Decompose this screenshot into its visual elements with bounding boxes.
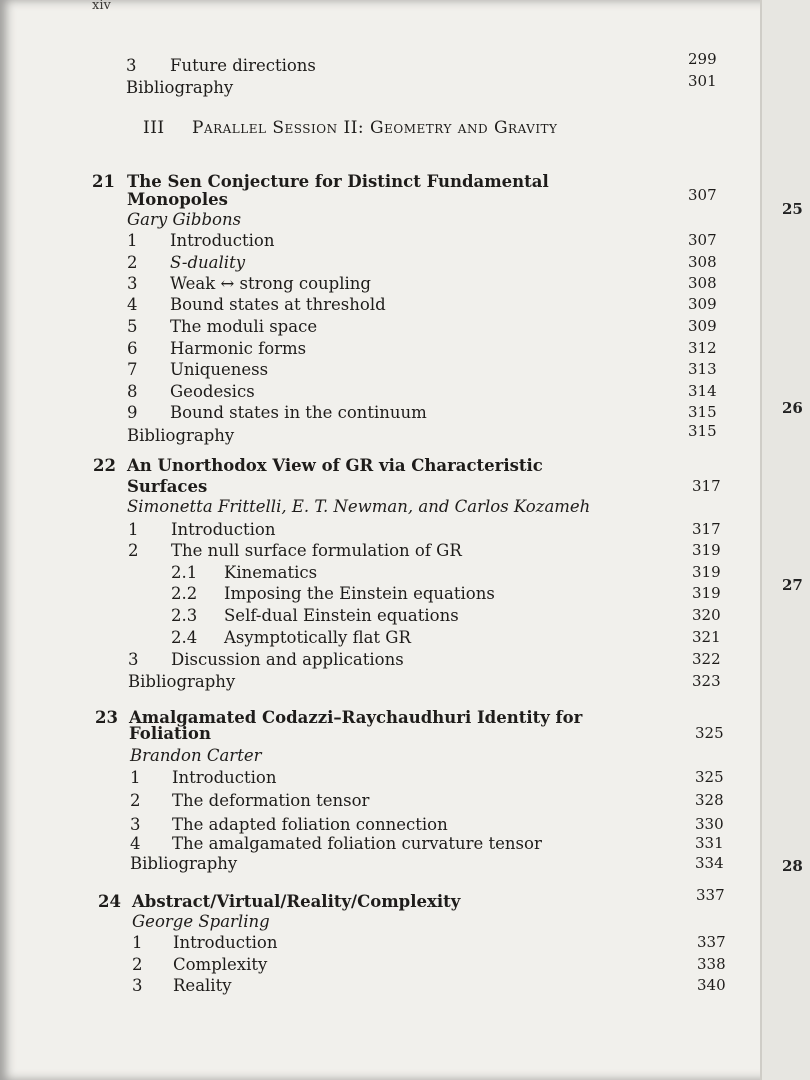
entry-title: Future directions	[170, 56, 316, 75]
chapter-number: 21	[92, 172, 115, 191]
chapter-title-line: Amalgamated Codazzi–Raychaudhuri Identity for	[129, 708, 583, 727]
entry-page: 299	[688, 50, 717, 68]
chapter-page: 325	[695, 724, 724, 742]
chapter-author: Gary Gibbons	[127, 210, 242, 229]
toc-entry	[0, 50, 730, 78]
toc-entry: Bibliography 323	[128, 672, 721, 691]
toc-entry: 9 Bound states in the continuum 315	[127, 403, 717, 422]
toc-entry: 1 Introduction 307	[127, 231, 717, 250]
facing-page-number: 26	[782, 399, 803, 417]
entry-number: 3	[126, 56, 137, 75]
page-label: xiv	[92, 0, 111, 13]
chapter-page: 307	[688, 186, 717, 204]
toc-entry: 2 The null surface formulation of GR 319	[128, 541, 721, 560]
facing-page-number: 25	[782, 200, 803, 218]
chapter-page: 337	[696, 886, 725, 904]
toc-entry: 6 Harmonic forms 312	[127, 339, 717, 358]
chapter-author: George Sparling	[132, 912, 270, 931]
toc-subentry: 2.2 Imposing the Einstein equations 319	[171, 584, 721, 603]
facing-page-number: 27	[782, 576, 803, 594]
toc-entry: 2 Complexity 338	[132, 955, 726, 974]
toc-entry: 2 The deformation tensor 328	[130, 791, 724, 810]
toc-entry: 3 The adapted foliation connection 330	[130, 815, 724, 834]
facing-page-edge	[760, 0, 810, 1080]
chapter-heading	[0, 456, 730, 478]
chapter-title-line: Monopoles	[127, 190, 228, 209]
toc-entry: 1 Introduction 325	[130, 768, 724, 787]
toc-entry: 1 Introduction 317	[128, 520, 721, 539]
toc-entry: 2 S-duality 308	[127, 253, 717, 272]
toc-subentry: 2.1 Kinematics 319	[171, 563, 721, 582]
toc-entry: 7 Uniqueness 313	[127, 360, 717, 379]
chapter-heading-cont	[0, 724, 730, 746]
part-numeral: III	[143, 118, 165, 138]
toc-subentry: 2.4 Asymptotically flat GR 321	[171, 628, 721, 647]
entry-page: 301	[688, 72, 717, 90]
part-heading	[0, 118, 730, 140]
chapter-page: 317	[692, 477, 721, 495]
part-title: Parallel Session II: Geometry and Gravity	[192, 118, 558, 138]
chapter-number: 23	[95, 708, 118, 727]
toc-entry: 1 Introduction 337	[132, 933, 726, 952]
chapter-heading	[0, 886, 730, 914]
chapter-heading-cont	[0, 477, 730, 499]
toc-entry: 3 Discussion and applications 322	[128, 650, 721, 669]
chapter-title-line: Abstract/Virtual/Reality/Complexity	[132, 892, 461, 911]
chapter-number: 22	[93, 456, 116, 475]
chapter-author: Simonetta Frittelli, E. T. Newman, and Carlos Kozameh	[127, 497, 591, 516]
toc-entry: Bibliography 334	[130, 854, 724, 873]
toc-entry: 8 Geodesics 314	[127, 382, 717, 401]
chapter-title-line: An Unorthodox View of GR via Characteristic	[127, 456, 543, 475]
toc-entry: 4 Bound states at threshold 309	[127, 295, 717, 314]
toc-subentry: 2.3 Self-dual Einstein equations 320	[171, 606, 721, 625]
chapter-title-line: The Sen Conjecture for Distinct Fundamental	[127, 172, 549, 191]
toc-entry: 3 Weak ↔ strong coupling 308	[127, 274, 717, 293]
toc-entry	[0, 72, 730, 100]
facing-page-number: 28	[782, 857, 803, 875]
entry-title: Bibliography	[126, 78, 234, 97]
toc-entry: 5 The moduli space 309	[127, 317, 717, 336]
chapter-author: Brandon Carter	[130, 746, 262, 765]
chapter-title-line: Surfaces	[127, 477, 208, 496]
chapter-heading-cont	[0, 186, 730, 212]
toc-entry: Bibliography 315	[127, 422, 717, 445]
toc-entry: 4 The amalgamated foliation curvature tensor 331	[130, 834, 724, 853]
chapter-title-line: Foliation	[129, 724, 211, 743]
toc-entry: 3 Reality 340	[132, 976, 726, 995]
chapter-number: 24	[98, 892, 121, 911]
